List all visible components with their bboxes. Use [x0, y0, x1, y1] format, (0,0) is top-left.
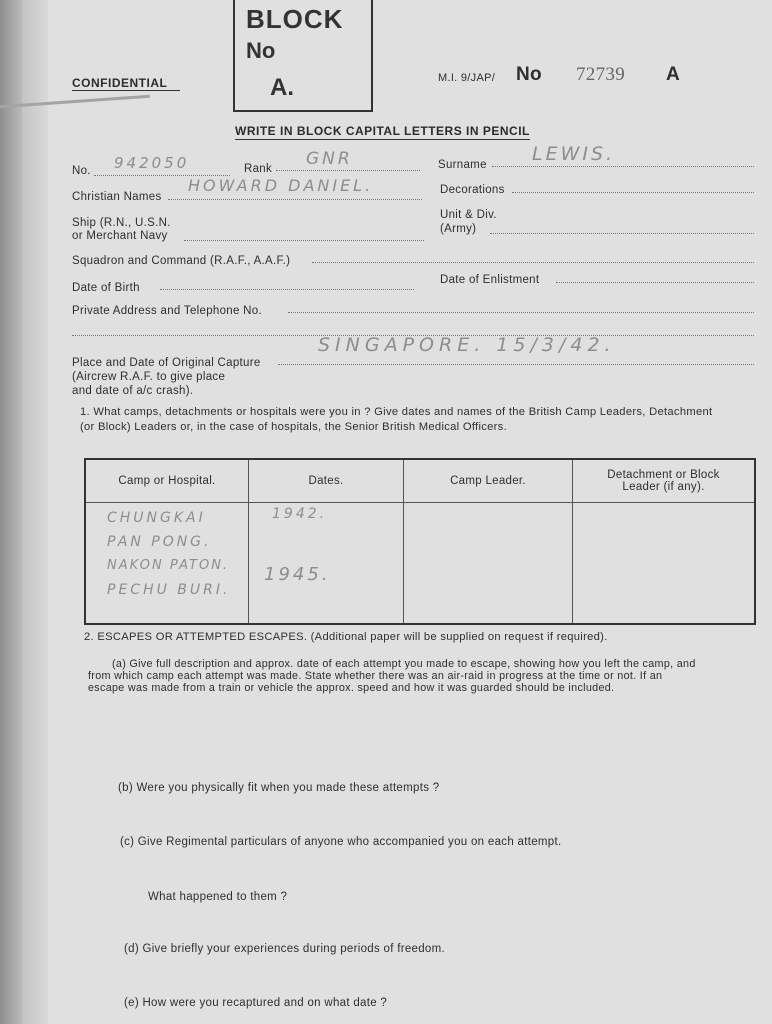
date-entry: 1942.	[272, 506, 328, 522]
ship-label-2: or Merchant Navy	[72, 230, 168, 242]
question-2a-cont: from which camp each attempt was made. State whether there was an air-raid in progress at the time or not. If an	[88, 670, 663, 682]
enlistment-label: Date of Enlistment	[440, 274, 540, 286]
dob-line	[160, 289, 414, 290]
camp-entry: PAN PONG.	[107, 534, 212, 550]
christian-names-line	[168, 199, 422, 200]
form-number: 72739	[576, 64, 625, 85]
capture-label-3: and date of a/c crash).	[72, 385, 194, 397]
christian-names-label: Christian Names	[72, 191, 162, 203]
camp-cell	[85, 503, 249, 625]
question-2d: (d) Give briefly your experiences during periods of freedom.	[124, 943, 445, 955]
section-2-title: 2. ESCAPES OR ATTEMPTED ESCAPES. (Additional paper will be supplied on request if required).	[84, 631, 608, 643]
christian-names-value: HOWARD DANIEL.	[188, 176, 374, 195]
instruction-heading: WRITE IN BLOCK CAPITAL LETTERS IN PENCIL	[235, 124, 530, 138]
form-suffix: A	[666, 64, 681, 85]
unit-label: Unit & Div.	[440, 209, 497, 221]
question-2e: (e) How were you recaptured and on what date ?	[124, 997, 388, 1009]
question-2c: (c) Give Regimental particulars of anyone who accompanied you on each attempt.	[120, 836, 562, 848]
leader-cell	[404, 503, 573, 625]
date-entry: 1945.	[264, 564, 331, 585]
capture-label-2: (Aircrew R.A.F. to give place	[72, 371, 226, 383]
confidential-label: CONFIDENTIAL	[72, 76, 180, 91]
rank-label: Rank	[244, 163, 273, 175]
col-leader-header: Camp Leader.	[404, 459, 573, 503]
camp-entry: CHUNGKAI	[107, 510, 206, 526]
squadron-label: Squadron and Command (R.A.F., A.A.F.)	[72, 255, 291, 267]
page-stack-edge-inner	[22, 0, 49, 1024]
service-no-value: 942050	[114, 154, 190, 172]
question-2b: (b) Were you physically fit when you made these attempts ?	[118, 782, 440, 794]
block-number-label: No	[246, 38, 276, 63]
question-2a: (a) Give full description and approx. date of each attempt you made to escape, showing how you left the camp, and	[112, 658, 696, 670]
col-dates-header: Dates.	[249, 459, 404, 503]
surname-value: LEWIS.	[532, 143, 616, 165]
service-no-label: No.	[72, 165, 91, 177]
camp-entry: PECHU BURI.	[107, 582, 231, 598]
capture-line	[278, 364, 754, 365]
camp-entry: NAKON PATON.	[107, 558, 230, 573]
dates-cell	[249, 503, 404, 625]
capture-label: Place and Date of Original Capture	[72, 357, 261, 369]
form-number-label: No	[516, 64, 542, 85]
decorations-line	[512, 192, 754, 193]
unit-label-2: (Army)	[440, 223, 477, 235]
col-detachment-header-line-1: Detachment or Block	[607, 469, 720, 481]
question-2c-sub: What happened to them ?	[148, 891, 288, 903]
ship-line	[184, 240, 424, 241]
col-detachment-header-line-2: Leader (if any).	[622, 481, 705, 493]
question-1-cont: (or Block) Leaders or, in the case of hospitals, the Senior British Medical Officers.	[80, 421, 507, 433]
capture-value: SINGAPORE. 15/3/42.	[318, 334, 616, 356]
dob-label: Date of Birth	[72, 282, 140, 294]
question-2a-cont-2: escape was made from a train or vehicle the approx. speed and how it was guarded should be included.	[88, 682, 615, 694]
surname-line	[492, 166, 754, 167]
block-letter: A.	[270, 74, 294, 101]
rank-line	[276, 170, 420, 171]
surname-label: Surname	[438, 159, 487, 171]
col-detachment-header	[573, 459, 756, 503]
mi-reference: M.I. 9/JAP/	[438, 72, 496, 84]
page-stack-edge	[0, 0, 22, 1024]
address-label: Private Address and Telephone No.	[72, 305, 262, 317]
address-line	[288, 312, 754, 313]
unit-line	[490, 233, 754, 234]
col-camp-header: Camp or Hospital.	[85, 459, 249, 503]
camps-table	[84, 458, 756, 625]
squadron-line	[312, 262, 754, 263]
enlistment-line	[556, 282, 754, 283]
rank-value: GNR	[306, 149, 353, 169]
detachment-cell	[573, 503, 756, 625]
ship-label: Ship (R.N., U.S.N.	[72, 217, 171, 229]
block-word: BLOCK	[246, 4, 344, 34]
decorations-label: Decorations	[440, 184, 505, 196]
question-1: 1. What camps, detachments or hospitals were you in ? Give dates and names of the British Camp Leaders, Detachment	[80, 406, 713, 418]
